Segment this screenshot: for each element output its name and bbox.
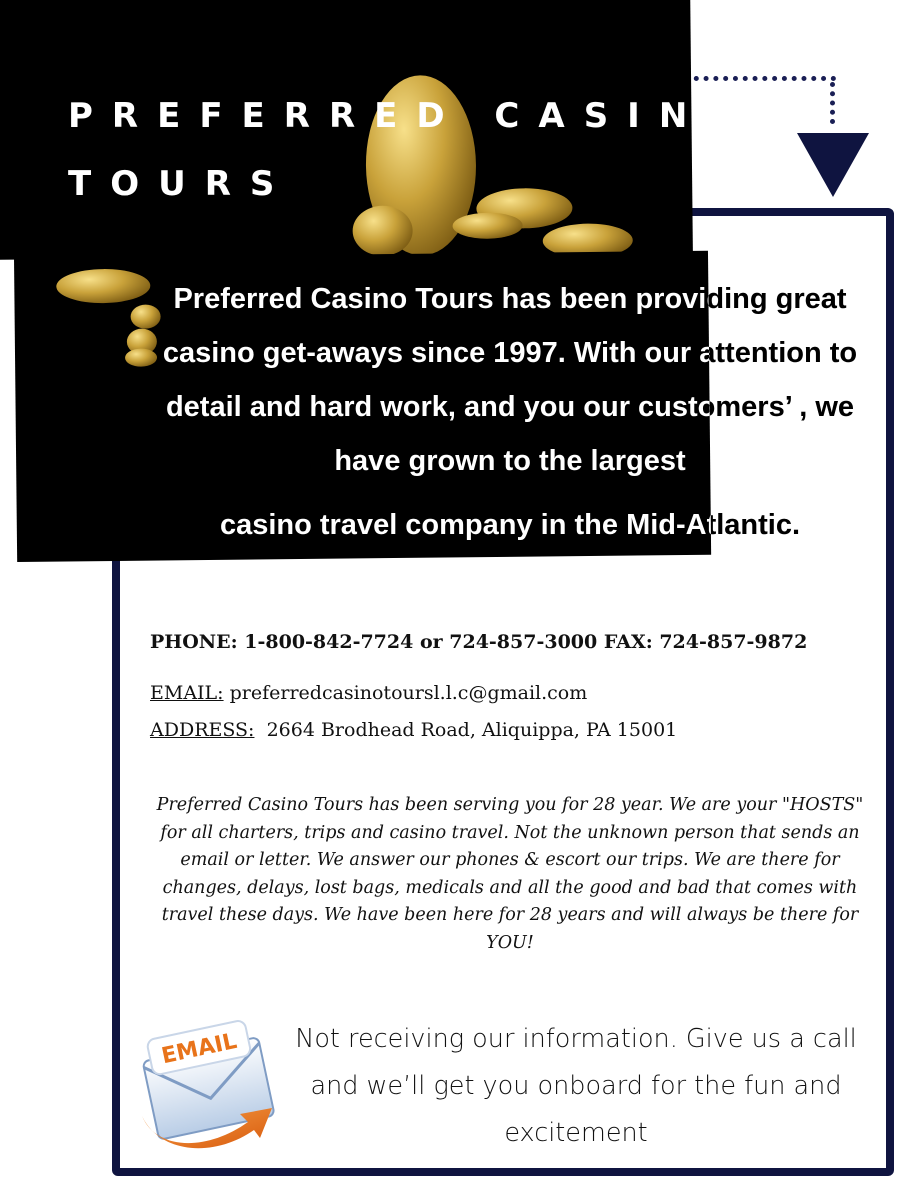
email-icon-label: EMAIL [159,1028,240,1070]
address-label: ADDRESS: [150,719,255,741]
about-paragraph: Preferred Casino Tours has been serving you for 28 year. We are your "HOSTS" for all charters, trips and casino travel. Not the unknown person that sends an email or letter. We answer our phones & escort our trips. We are there for changes, delays, lost bags, medicals and all the good and bad that comes with travel these days. We have been here for 28 years and will always be there for YOU! [156,795,864,953]
arrow-down-icon [797,133,869,197]
email-line [150,682,587,704]
intro-last-line: casino travel company in the Mid-Atlantic. [219,509,801,541]
intro-text: Preferred Casino Tours has been providing great casino get-aways since 1997. With our attention to detail and hard work, and you our customers’ , we have grown to the largest [162,283,858,477]
email-envelope-icon [136,1020,286,1155]
address-line [150,719,677,741]
title-line-1: PREFERRED CASINO [68,96,755,136]
intro-paragraph [150,272,870,552]
coin-image [56,269,150,304]
dotted-connector-vertical [830,82,835,124]
email-label: EMAIL: [150,682,224,704]
phone-fax-line: PHONE: 1-800-842-7724 or 724-857-3000 FAX: 724-857-9872 [150,631,808,653]
email-address[interactable]: preferredcasinotoursl.l.c@gmail.com [229,682,588,704]
title-line-2: TOURS [68,164,294,204]
page-title [68,82,754,218]
address-value: 2664 Brodhead Road, Aliquippa, PA 15001 [266,719,678,741]
dotted-connector-horizontal [684,76,836,81]
call-to-action: Not receiving our information. Give us a call and we’ll get you onboard for the fun and excitement [295,1024,857,1148]
